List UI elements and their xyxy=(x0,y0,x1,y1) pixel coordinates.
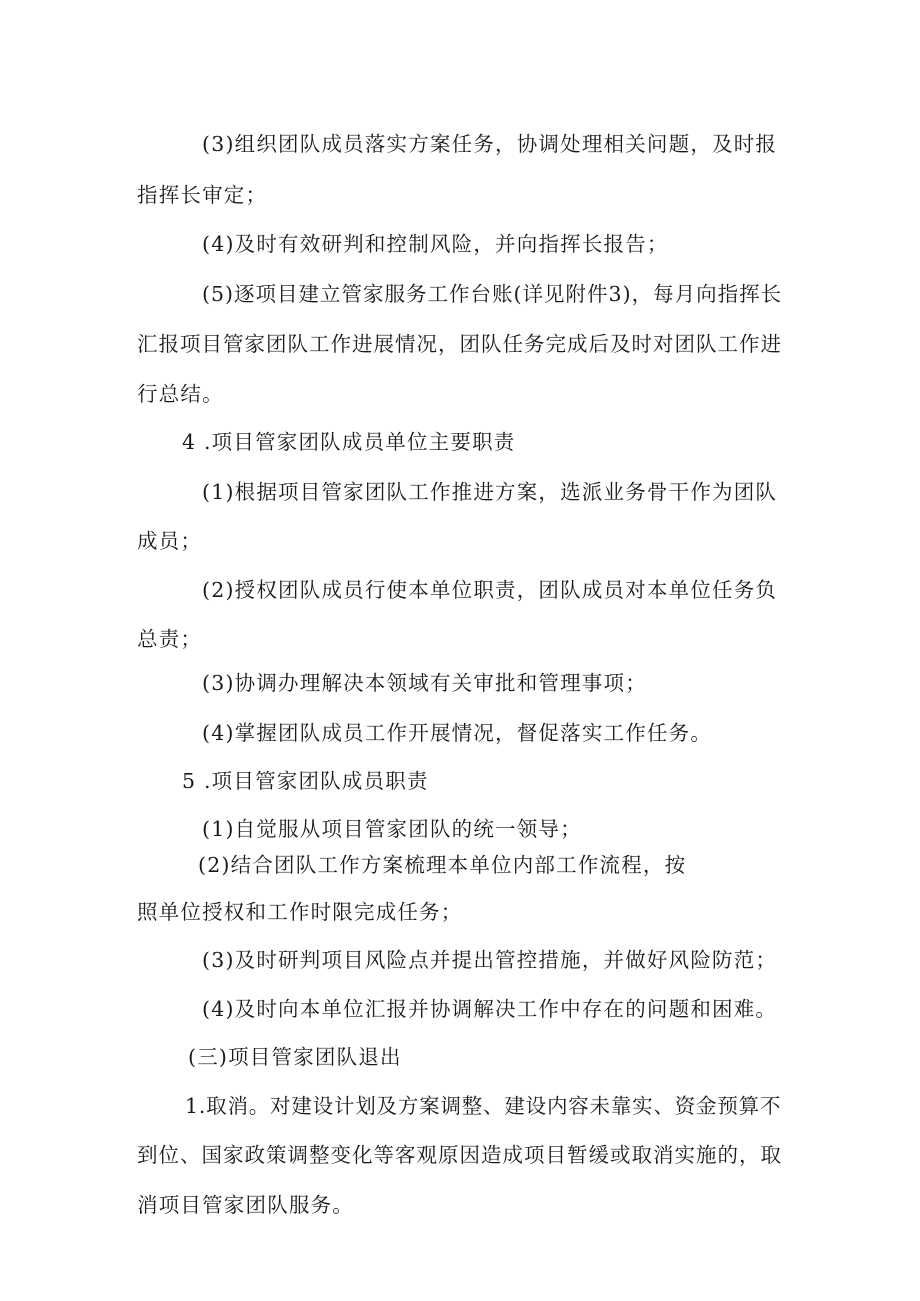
paragraph-line: 照单位授权和工作时限完成任务； xyxy=(137,900,463,924)
section-heading: 4 .项目管家团队成员单位主要职责 xyxy=(182,430,516,454)
paragraph-line: 1.取消。对建设计划及方案调整、建设内容未靠实、资金预算不 xyxy=(185,1094,782,1118)
paragraph-line: 成员； xyxy=(137,529,203,553)
paragraph-line: (4)及时向本单位汇报并协调解决工作中存在的问题和困难。 xyxy=(202,997,778,1021)
paragraph-line: (5)逐项目建立管家服务工作台账(详见附件3)，每月向指挥长 xyxy=(202,282,783,306)
paragraph-line: 行总结。 xyxy=(137,382,224,406)
paragraph-line: 到位、国家政策调整变化等客观原因造成项目暂缓或取消实施的，取 xyxy=(137,1143,782,1167)
paragraph-line: 总责； xyxy=(137,627,203,651)
paragraph-line: (3)协调办理解决本领域有关审批和管理事项； xyxy=(202,671,647,695)
paragraph-line: 指挥长审定； xyxy=(137,183,268,207)
paragraph-line: 消项目管家团队服务。 xyxy=(137,1193,354,1217)
section-heading: (三)项目管家团队退出 xyxy=(188,1045,402,1069)
section-heading: 5 .项目管家团队成员职责 xyxy=(182,769,429,793)
paragraph-line: (1)自觉服从项目管家团队的统一领导； xyxy=(202,817,582,841)
paragraph-line: (1)根据项目管家团队工作推进方案，选派业务骨干作为团队 xyxy=(202,480,778,504)
paragraph-line: (2)授权团队成员行使本单位职责，团队成员对本单位任务负 xyxy=(202,578,778,602)
paragraph-line: 汇报项目管家团队工作进展情况，团队任务完成后及时对团队工作进 xyxy=(137,332,782,356)
paragraph-line: (2)结合团队工作方案梳理本单位内部工作流程，按 xyxy=(198,853,687,877)
paragraph-line: (4)掌握团队成员工作开展情况，督促落实工作任务。 xyxy=(202,721,713,745)
paragraph-line: (3)组织团队成员落实方案任务，协调处理相关问题，及时报 xyxy=(202,132,778,156)
paragraph-line: (3)及时研判项目风险点并提出管控措施，并做好风险防范； xyxy=(202,948,778,972)
paragraph-line: (4)及时有效研判和控制风险，并向指挥长报告； xyxy=(202,232,669,256)
